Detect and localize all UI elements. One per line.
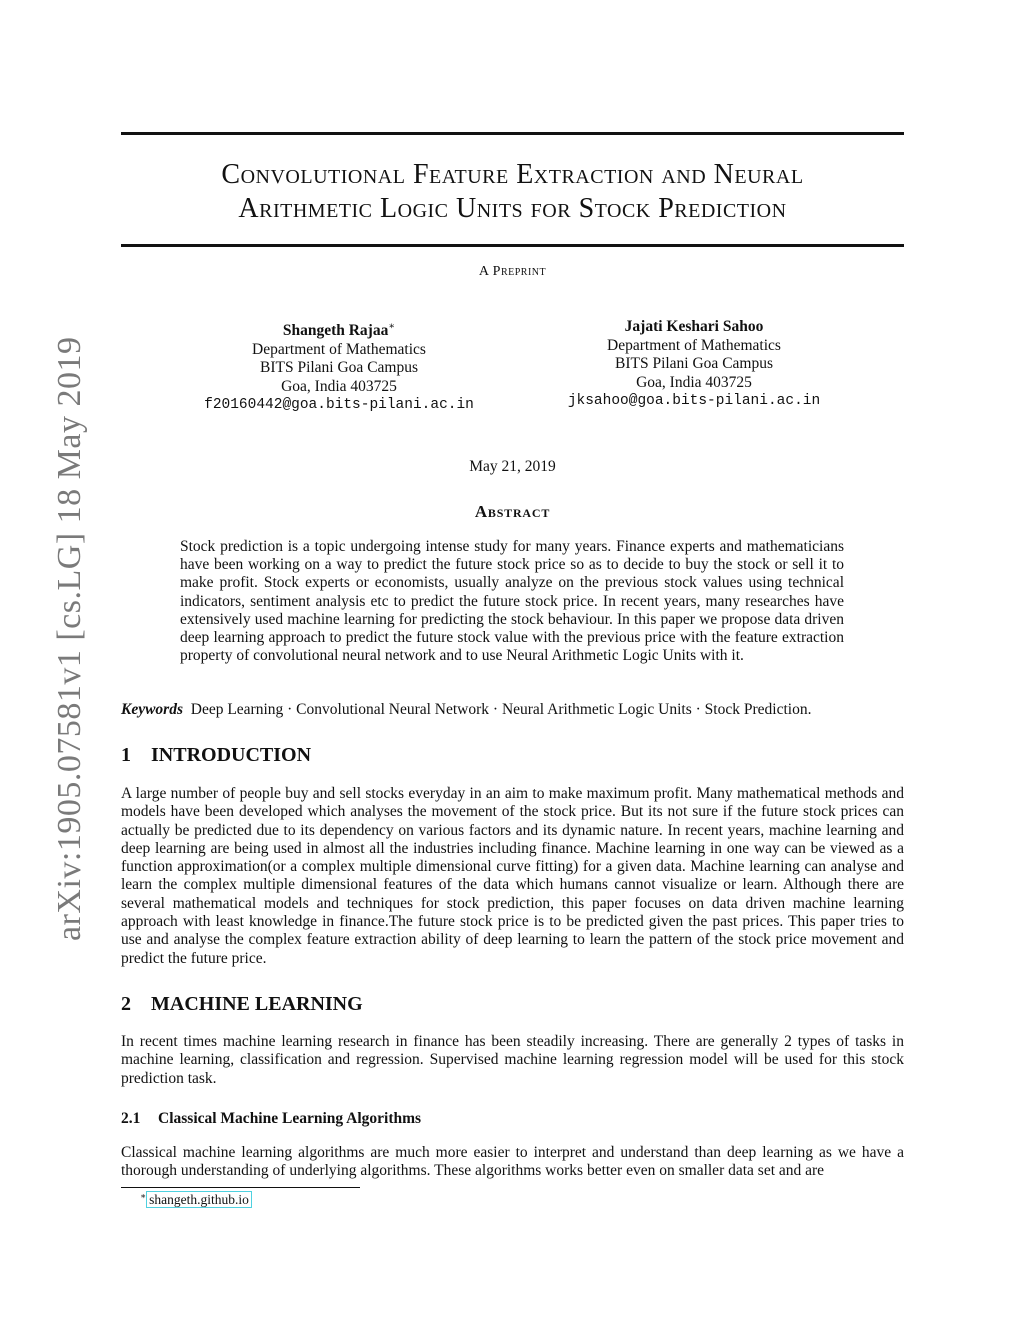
title-bottom-rule — [121, 244, 904, 247]
title-top-rule — [121, 132, 904, 135]
abstract-heading: Abstract — [474, 502, 551, 521]
keywords — [121, 701, 904, 719]
subsection-title: Classical Machine Learning Algorithms — [158, 1110, 422, 1127]
title-line-1: Convolutional Feature Extraction and Neural — [221, 159, 804, 190]
section-number: 1 — [121, 744, 131, 766]
footnote — [140, 1191, 252, 1208]
author-location: Goa, India 403725 — [636, 373, 752, 391]
author-footnote-mark: ∗ — [388, 321, 396, 332]
section-heading-machine-learning — [121, 993, 904, 1016]
paper-date: May 21, 2019 — [469, 458, 556, 475]
author-institution: BITS Pilani Goa Campus — [259, 359, 418, 377]
section-heading-introduction — [121, 744, 904, 767]
section-number: 2 — [121, 993, 131, 1015]
author-email: jksahoo@goa.bits-pilani.ac.in — [567, 393, 821, 409]
footnote-rule — [121, 1187, 360, 1188]
author-block-2 — [524, 318, 864, 411]
author-block-1 — [169, 318, 509, 415]
keywords-text: Deep Learning · Convolutional Neural Network · Neural Arithmetic Logic Units · Stock Prediction. — [190, 701, 812, 718]
author-department: Department of Mathematics — [607, 336, 781, 354]
preprint-label: A Preprint — [478, 264, 547, 279]
keywords-label: Keywords — [121, 701, 183, 718]
author-email: f20160442@goa.bits-pilani.ac.in — [204, 397, 474, 414]
subsection-number: 2.1 — [121, 1110, 141, 1127]
author-name: Shangeth Rajaa — [282, 322, 389, 340]
author-institution: BITS Pilani Goa Campus — [614, 355, 773, 372]
subsection-heading-classical — [121, 1110, 904, 1128]
machine-learning-paragraph: In recent times machine learning research in finance has been steadily increasing. There are generally 2 types of tasks in machine learning, classification and regression. Supervised machine learning regression model will be used for this stock prediction task. — [121, 1033, 904, 1087]
abstract-body: Stock prediction is a topic undergoing intense study for many years. Finance experts and mathematicians have been working on a way to predict the future stock price so as to decide to buy the stock or sell it to make profit. Stock experts or economists, usually analyze on the previous stock values using technical indicators, sentiment analysis etc to predict the future stock price. In recent years, many researches have extensively used machine learning for predicting the stock behaviour. In this paper we propose data driven deep learning approach to predict the future stock value with the previous price with the feature extraction property of convolutional neural network and to use Neural Arithmetic Logic Units with it. — [180, 538, 844, 665]
classical-paragraph: Classical machine learning algorithms are much more easier to interpret and understand than deep learning as we have a thorough understanding of underlying algorithms. These algorithms works better even on smaller data set and are — [121, 1144, 904, 1180]
section-title: INTRODUCTION — [151, 744, 312, 766]
title-line-2: Arithmetic Logic Units for Stock Prediction — [238, 193, 787, 224]
author-department: Department of Mathematics — [252, 340, 426, 358]
paper-title — [121, 158, 904, 226]
arxiv-identifier: arXiv:1905.07581v1 [cs.LG] 18 May 2019 — [51, 336, 88, 941]
footnote-mark: ∗ — [140, 1191, 147, 1201]
introduction-paragraph: A large number of people buy and sell stocks everyday in an aim to make maximum profit. Many mathematical methods and models have been developed which analyses the movement of the stock price. But its not sure if the future stock prices can actually be predicted due to its dependency on various factors and its dynamic nature. In recent years, machine learning and deep learning are being used in almost all the industries including finance. Machine learning in one way can be viewed as a function approximation(or a complex multiple dimensional curve fitting) for a given data. Machine learning can analyse and learn the complex multiple dimensional features of the data which humans cannot visualize or learn. Although there are several mathematical models and techniques for stock prediction, this paper focuses on data driven machine learning approach with least knowledge in finance.The future stock price is to be predicted given the past prices. This paper tries to use and analyse the complex feature extraction ability of deep learning to learn the pattern of the stock price movement and predict the future price. — [121, 785, 904, 967]
author-location: Goa, India 403725 — [281, 377, 397, 395]
footnote-homepage-link[interactable]: shangeth.github.io — [146, 1191, 252, 1208]
author-name: Jajati Keshari Sahoo — [624, 318, 764, 335]
section-title: MACHINE LEARNING — [151, 993, 363, 1015]
